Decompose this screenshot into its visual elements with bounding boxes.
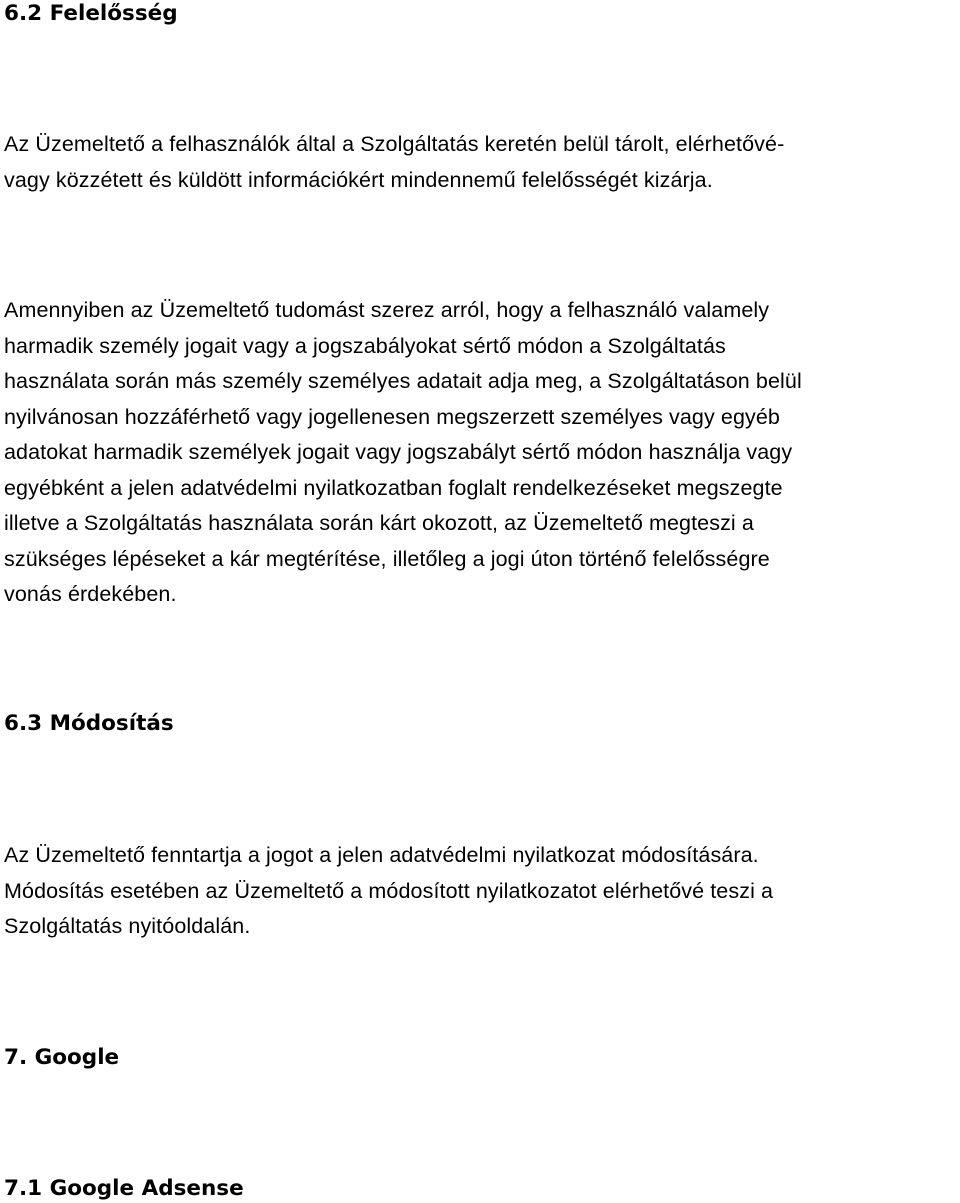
paragraph-line: vagy közzétett és küldött információkért mindennemű felelősségét kizárja. — [4, 167, 713, 192]
paragraph-line: Az Üzemeltető fenntartja a jogot a jelen adatvédelmi nyilatkozat módosítására. — [4, 843, 759, 867]
paragraph-line: adatokat harmadik személyek jogait vagy jogszabályt sértő módon használja vagy — [4, 440, 793, 464]
paragraph-line: egyébként a jelen adatvédelmi nyilatkozatban foglalt rendelkezéseket megszegte — [4, 475, 783, 500]
paragraph-line: szükséges lépéseket a kár megtérítése, illetőleg a jogi úton történő felelősségre — [4, 546, 770, 571]
paragraph-line: Amennyiben az Üzemeltető tudomást szerez arról, hogy a felhasználó valamely — [4, 298, 770, 322]
paragraph-felelosseg-enforcement — [4, 293, 956, 613]
section-heading-modositas: 6.3 Módosítás — [4, 711, 174, 736]
section-heading-google-adsense: 7.1 Google Adsense — [4, 1176, 244, 1201]
paragraph-line: Szolgáltatás nyitóoldalán. — [4, 914, 251, 938]
section-heading-felelosseg: 6.2 Felelősség — [4, 1, 178, 26]
paragraph-line: vonás érdekében. — [4, 582, 177, 606]
paragraph-line: harmadik személy jogait vagy a jogszabályokat sértő módon a Szolgáltatás — [4, 333, 726, 358]
paragraph-felelosseg-disclaimer — [4, 127, 956, 198]
paragraph-line: használata során más személy személyes adatait adja meg, a Szolgáltatáson belül — [4, 369, 802, 393]
paragraph-line: Az Üzemeltető a felhasználók által a Szolgáltatás keretén belül tárolt, elérhetővé- — [4, 132, 785, 156]
paragraph-modositas — [4, 838, 956, 945]
paragraph-line: illetve a Szolgáltatás használata során kárt okozott, az Üzemeltető megteszi a — [4, 511, 754, 535]
section-heading-google: 7. Google — [4, 1045, 120, 1070]
paragraph-line: Módosítás esetében az Üzemeltető a módosított nyilatkozatot elérhetővé teszi a — [4, 878, 774, 903]
paragraph-line: nyilvánosan hozzáférhető vagy jogellenesen megszerzett személyes vagy egyéb — [4, 404, 780, 429]
